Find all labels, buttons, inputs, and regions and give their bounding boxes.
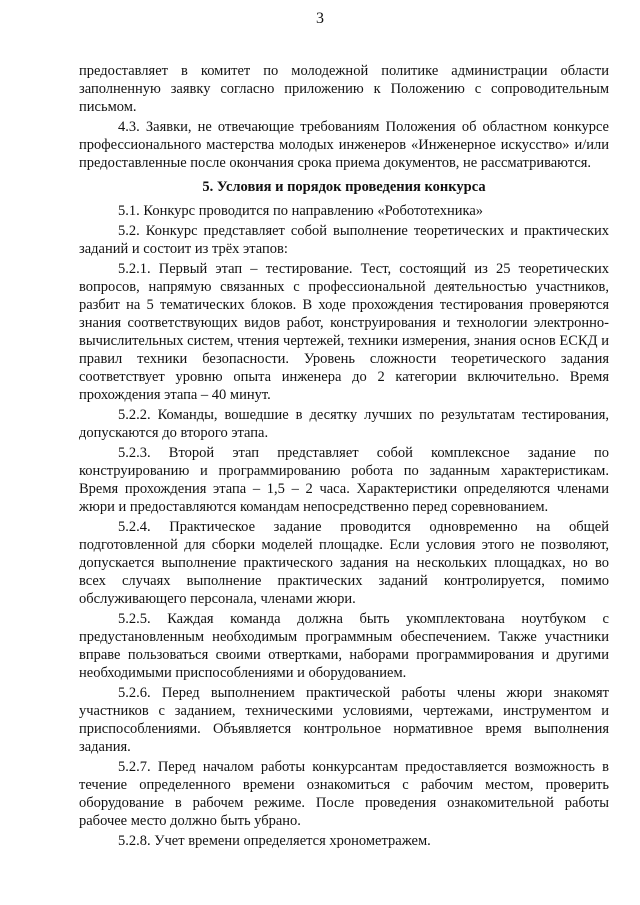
paragraph-intro: предоставляет в комитет по молодежной политике администрации области заполненную заявку согласно приложению к Положению с сопроводительным письмом. [79,63,609,115]
paragraph-5-2-1: 5.2.1. Первый этап – тестирование. Тест, состоящий из 25 теоретических вопросов, напрямую связанных с профессиональной деятельностью участников, разбит на 5 тематических блоков. В ходе прохождения тестирования проверяются знания соответствующих видов работ, конструирования и технологии электронно-вычислительных систем, чтения чертежей, техники измерения, знания основ ЕСКД и правил техники безопасности. Уровень сложности теоретического задания соответствует уровню опыта инженера до 2 категории включительно. Время прохождения этапа – 40 минут. [79,261,609,403]
paragraph-5-2-8: 5.2.8. Учет времени определяется хронометражем. [118,833,431,849]
paragraph-5-2-2: 5.2.2. Команды, вошедшие в десятку лучших по результатам тестирования, допускаются до второго этапа. [79,407,609,441]
document-body [79,62,609,852]
paragraph-5-2-7: 5.2.7. Перед началом работы конкурсантам предоставляется возможность в течение определенного времени ознакомиться с рабочим местом, проверить оборудование в рабочем режиме. После проведения ознакомительной работы рабочее место должно быть убрано. [79,759,609,829]
paragraph-5-2: 5.2. Конкурс представляет собой выполнение теоретических и практических заданий и состоит из трёх этапов: [79,223,609,257]
page-number: 3 [316,10,324,27]
paragraph-5-2-6: 5.2.6. Перед выполнением практической работы члены жюри знакомят участников с заданием, техническими условиями, чертежами, инструментом и приспособлениями. Объявляется контрольное нормативное время выполнения задания. [79,685,609,755]
paragraph-5-2-3: 5.2.3. Второй этап представляет собой комплексное задание по конструированию и программированию робота по заданным характеристикам. Время прохождения этапа – 1,5 – 2 часа. Характеристики определяются членами жюри и предоставляются командам непосредственно перед соревнованием. [79,445,609,515]
paragraph-5-2-5: 5.2.5. Каждая команда должна быть укомплектована ноутбуком с предустановленным необходимым программным обеспечением. Также участники вправе пользоваться своими отвертками, наборами программирования и другими необходимыми приспособлениями и оборудованием. [79,611,609,681]
paragraph-5-1: 5.1. Конкурс проводится по направлению «Робототехника» [118,203,484,219]
paragraph-4-3: 4.3. Заявки, не отвечающие требованиям Положения об областном конкурсе профессионального мастерства молодых инженеров «Инженерное искусство» и/или предоставленные после окончания срока приема документов, не рассматриваются. [79,119,609,171]
section-heading: 5. Условия и порядок проведения конкурса [202,179,486,195]
paragraph-5-2-4: 5.2.4. Практическое задание проводится одновременно на общей подготовленной для сборки моделей площадке. Если условия этого не позволяют, допускается выполнение практического задания на нескольких площадках, но во всех случаях выполнение практических заданий контролируется, помимо обслуживающего персонала, членами жюри. [79,519,609,607]
